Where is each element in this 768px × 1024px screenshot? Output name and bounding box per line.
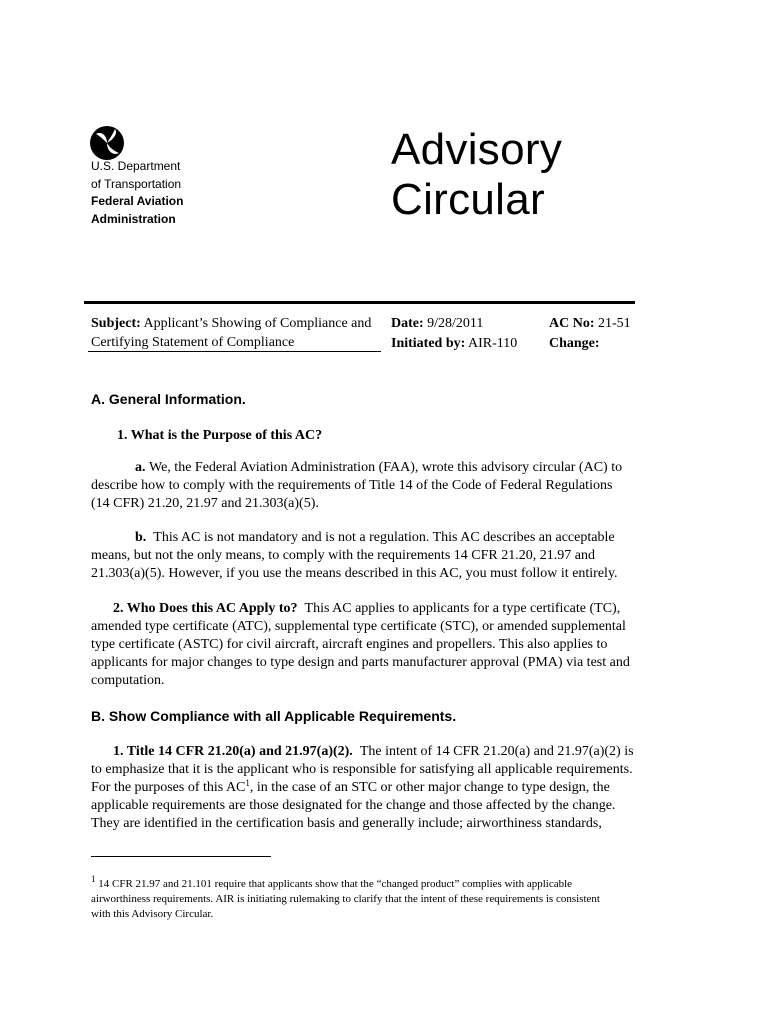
ac-number-label: AC No: bbox=[549, 316, 595, 331]
question-2-text: amended type certificate (ATC), supplemental type certificate (STC), or amended supplemental bbox=[91, 619, 626, 634]
title-line: Advisory bbox=[391, 125, 563, 174]
agency-line: Administration bbox=[91, 211, 176, 226]
footnote-text: airworthiness requirements. AIR is initiating rulemaking to clarify that the intent of these requirements is consistent bbox=[91, 893, 600, 905]
dot-logo-icon bbox=[89, 125, 125, 161]
para-b-label: b. bbox=[135, 530, 147, 545]
question-1-label: 1. What is the Purpose of this AC? bbox=[117, 428, 323, 443]
footnote-text: with this Advisory Circular. bbox=[91, 908, 214, 920]
question-2-text: This AC applies to applicants for a type certificate (TC), bbox=[304, 601, 621, 616]
para-a-label: a. bbox=[135, 460, 146, 475]
paragraph-a bbox=[91, 459, 681, 513]
subject-text: Applicant’s Showing of Compliance and bbox=[143, 316, 372, 331]
question-2-text: applicants for major changes to type design and parts manufacturer approval (PMA) via test and bbox=[91, 655, 630, 670]
title-14-text: to emphasize that it is the applicant who is responsible for satisfying all applicable requirements. bbox=[91, 762, 633, 777]
para-a-text: describe how to comply with the requirements of Title 14 of the Code of Federal Regulations bbox=[91, 478, 613, 493]
section-b-heading: B. Show Compliance with all Applicable Requirements. bbox=[91, 708, 457, 724]
paragraph-b bbox=[91, 529, 681, 583]
title-14-text: , in the case of an STC or other major change to type design, the bbox=[249, 780, 610, 795]
change-field bbox=[549, 334, 600, 353]
header-divider bbox=[84, 301, 635, 304]
para-a-text: (14 CFR) 21.20, 21.97 and 21.303(a)(5). bbox=[91, 496, 319, 511]
subject-label: Subject: bbox=[91, 316, 141, 331]
title-14-paragraph bbox=[91, 743, 681, 833]
para-b-text: This AC is not mandatory and is not a regulation. This AC describes an acceptable bbox=[153, 530, 615, 545]
footnote-text: 14 CFR 21.97 and 21.101 require that applicants show that the “changed product” complies with applicable bbox=[98, 878, 573, 890]
title-14-text: The intent of 14 CFR 21.20(a) and 21.97(a)(2) is bbox=[359, 744, 634, 759]
footnote-reference[interactable]: 1 bbox=[245, 778, 250, 788]
subject-underline bbox=[88, 351, 381, 352]
date-field bbox=[391, 314, 483, 333]
document-title bbox=[391, 125, 562, 225]
title-14-text: For the purposes of this AC bbox=[91, 780, 246, 795]
question-2-paragraph bbox=[91, 600, 681, 690]
title-line: Circular bbox=[391, 175, 545, 224]
question-2-label: 2. Who Does this AC Apply to? bbox=[113, 601, 298, 616]
dept-line: U.S. Department bbox=[91, 159, 181, 173]
initiated-field bbox=[391, 334, 517, 353]
footnote bbox=[91, 874, 681, 922]
subject-block bbox=[91, 314, 381, 352]
para-b-text: means, but not the only means, to comply with the requirements 14 CFR 21.20, 21.97 and bbox=[91, 548, 595, 563]
section-a-heading: A. General Information. bbox=[91, 391, 246, 407]
question-2-text: type certificate (ASTC) for civil aircraft, aircraft engines and propellers. This also applies to bbox=[91, 637, 608, 652]
subject-text: Certifying Statement of Compliance bbox=[91, 335, 295, 350]
ac-number-field bbox=[549, 314, 631, 333]
title-14-label: 1. Title 14 CFR 21.20(a) and 21.97(a)(2). bbox=[113, 744, 353, 759]
title-14-text: They are identified in the certification basis and generally include; airworthiness standards, bbox=[91, 816, 602, 831]
ac-number-value: 21-51 bbox=[598, 316, 631, 331]
date-value: 9/28/2011 bbox=[427, 316, 484, 331]
dept-line: of Transportation bbox=[91, 176, 182, 191]
initiated-label: Initiated by: bbox=[391, 336, 466, 351]
initiated-value: AIR-110 bbox=[468, 336, 518, 351]
para-b-text: 21.303(a)(5). However, if you use the means described in this AC, you must follow it entirely. bbox=[91, 566, 618, 581]
agency-line: Federal Aviation bbox=[91, 194, 184, 208]
para-a-text: We, the Federal Aviation Administration (FAA), wrote this advisory circular (AC) to bbox=[149, 460, 623, 475]
question-2-text: computation. bbox=[91, 673, 165, 688]
question-1 bbox=[117, 427, 697, 445]
footnote-divider bbox=[91, 856, 271, 857]
title-14-text: applicable requirements are those designated for the change and those affected by the change. bbox=[91, 798, 616, 813]
date-label: Date: bbox=[391, 316, 424, 331]
footnote-number: 1 bbox=[91, 874, 96, 884]
department-block bbox=[91, 158, 183, 228]
change-label: Change: bbox=[549, 336, 600, 351]
